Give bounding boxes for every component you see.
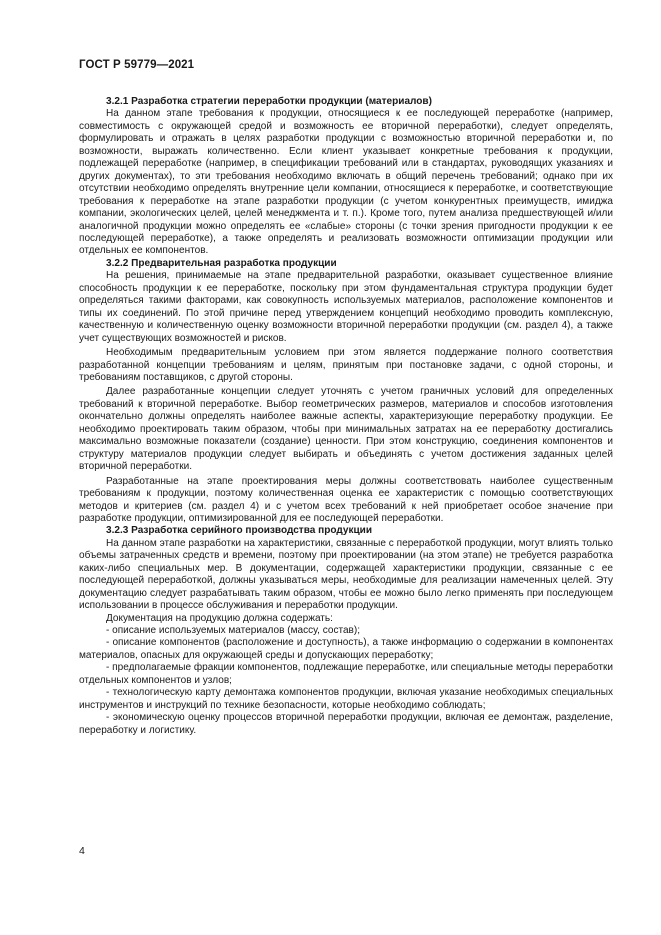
document-header: ГОСТ Р 59779—2021	[79, 59, 195, 71]
paragraph: Необходимым предварительным условием при этом является поддержание полного соответствия разработанной концепции требованиям и целям, принятым при постановке задачи, с одной стороны, и требованиям поставщиков, с другой стороны.	[79, 347, 613, 383]
paragraph: На данном этапе требования к продукции, относящиеся к ее последующей переработке (например, совместимость с окружающей средой и возможность ее вторичной переработки), следует определять, формулировать и отражать в целях разработки продукции с возможностью вторичной переработки и, по возможности, выражать количественно. Если клиент указывает конкретные требования к продукции, подлежащей переработке (например, в спецификации требований или в стандартах, руководящих указаниях и других документах), то эти требования необходимо включать в общий перечень требований; однако при их отсутствии необходимо определять внутренние цели компании, относящиеся к переработке, и соответствующие требования к переработке на этапе разработки продукции (с учетом конкурентных преимуществ, имиджа компании, экологических целей, целей менеджмента и т. п.). Кроме того, путем анализа предшествующей и/или аналогичной продукции можно определять ее «слабые» стороны (с точки зрения пригодности продукции к ее последующей переработке), а также определять и реализовать возможности оптимизации продукции или отдельных ее компонентов.	[79, 108, 613, 257]
section-heading: 3.2.2 Предварительная разработка продукции	[106, 257, 337, 269]
paragraph: Далее разработанные концепции следует уточнять с учетом граничных условий для определенных требований к вторичной переработке. Выбор геометрических размеров, материалов и способов изготовления окончательно должны определять наиболее важные аспекты, характеризующие переработку продукции. Ее необходимо проектировать таким образом, чтобы при минимальных затратах на ее переработку достигались максимально возможные показатели (создание) ценности. При этом конструкцию, соединения компонентов и структуру материалов продукции следует выбирать и объединять с учетом достижения заданных целей вторичной переработки.	[79, 386, 613, 473]
list-item: - предполагаемые фракции компонентов, подлежащие переработке, или специальные методы переработки отдельных компонентов и узлов;	[79, 662, 613, 686]
document-body	[79, 96, 613, 737]
paragraph: На данном этапе разработки на характеристики, связанные с переработкой продукции, могут влиять только объемы затраченных средств и времени, поэтому при проектировании (на этом этапе) не требуется разработка каких-либо специальных мер. В документации, содержащей характеристики продукции, связанные с ее последующей переработкой, должны указываться меры, необходимые для реализации намеченных целей. Эту документацию следует разрабатывать таким образом, чтобы ее можно было легко применять при последующем использовании в процессе обслуживания и переработки продукции.	[79, 537, 613, 612]
paragraph: На решения, принимаемые на этапе предварительной разработки, оказывает существенное влияние способность продукции к ее переработке, поскольку при этом фундаментальная структура продукции будет определяться такими факторами, как совокупность используемых материалов, расположение компонентов и типы их соединений. По этой причине перед утверждением концепций необходимо проводить комплексную, качественную и количественную оценку возможности вторичной переработки продукции (см. раздел 4), а также учет существующих возможностей и рисков.	[79, 270, 613, 344]
page-number: 4	[79, 845, 85, 857]
paragraph: Документация на продукцию должна содержать:	[106, 612, 333, 624]
list-item: - экономическую оценку процессов вторичной переработки продукции, включая ее демонтаж, разделение, переработку и логистику.	[79, 712, 613, 736]
list-item: - описание компонентов (расположение и доступность), а также информацию о содержании в компонентах материалов, опасных для окружающей среды и допускающих переработку;	[79, 637, 613, 661]
list-item: - технологическую карту демонтажа компонентов продукции, включая указание необходимых специальных инструментов и инструкций по технике безопасности, которые необходимо соблюдать;	[79, 687, 613, 711]
section-heading: 3.2.3 Разработка серийного производства продукции	[106, 525, 372, 537]
list-item: - описание используемых материалов (массу, состав);	[106, 625, 361, 637]
paragraph: Разработанные на этапе проектирования меры должны соответствовать наиболее существенным требованиям к продукции, поэтому количественная оценка ее характеристик с помощью соответствующих методов и критериев (см. раздел 4) и с учетом всех требований к ней приобретает особое значение при разработке продукции, оптимизированной для ее последующей переработки.	[79, 475, 613, 524]
section-heading: 3.2.1 Разработка стратегии переработки продукции (материалов)	[106, 96, 432, 107]
